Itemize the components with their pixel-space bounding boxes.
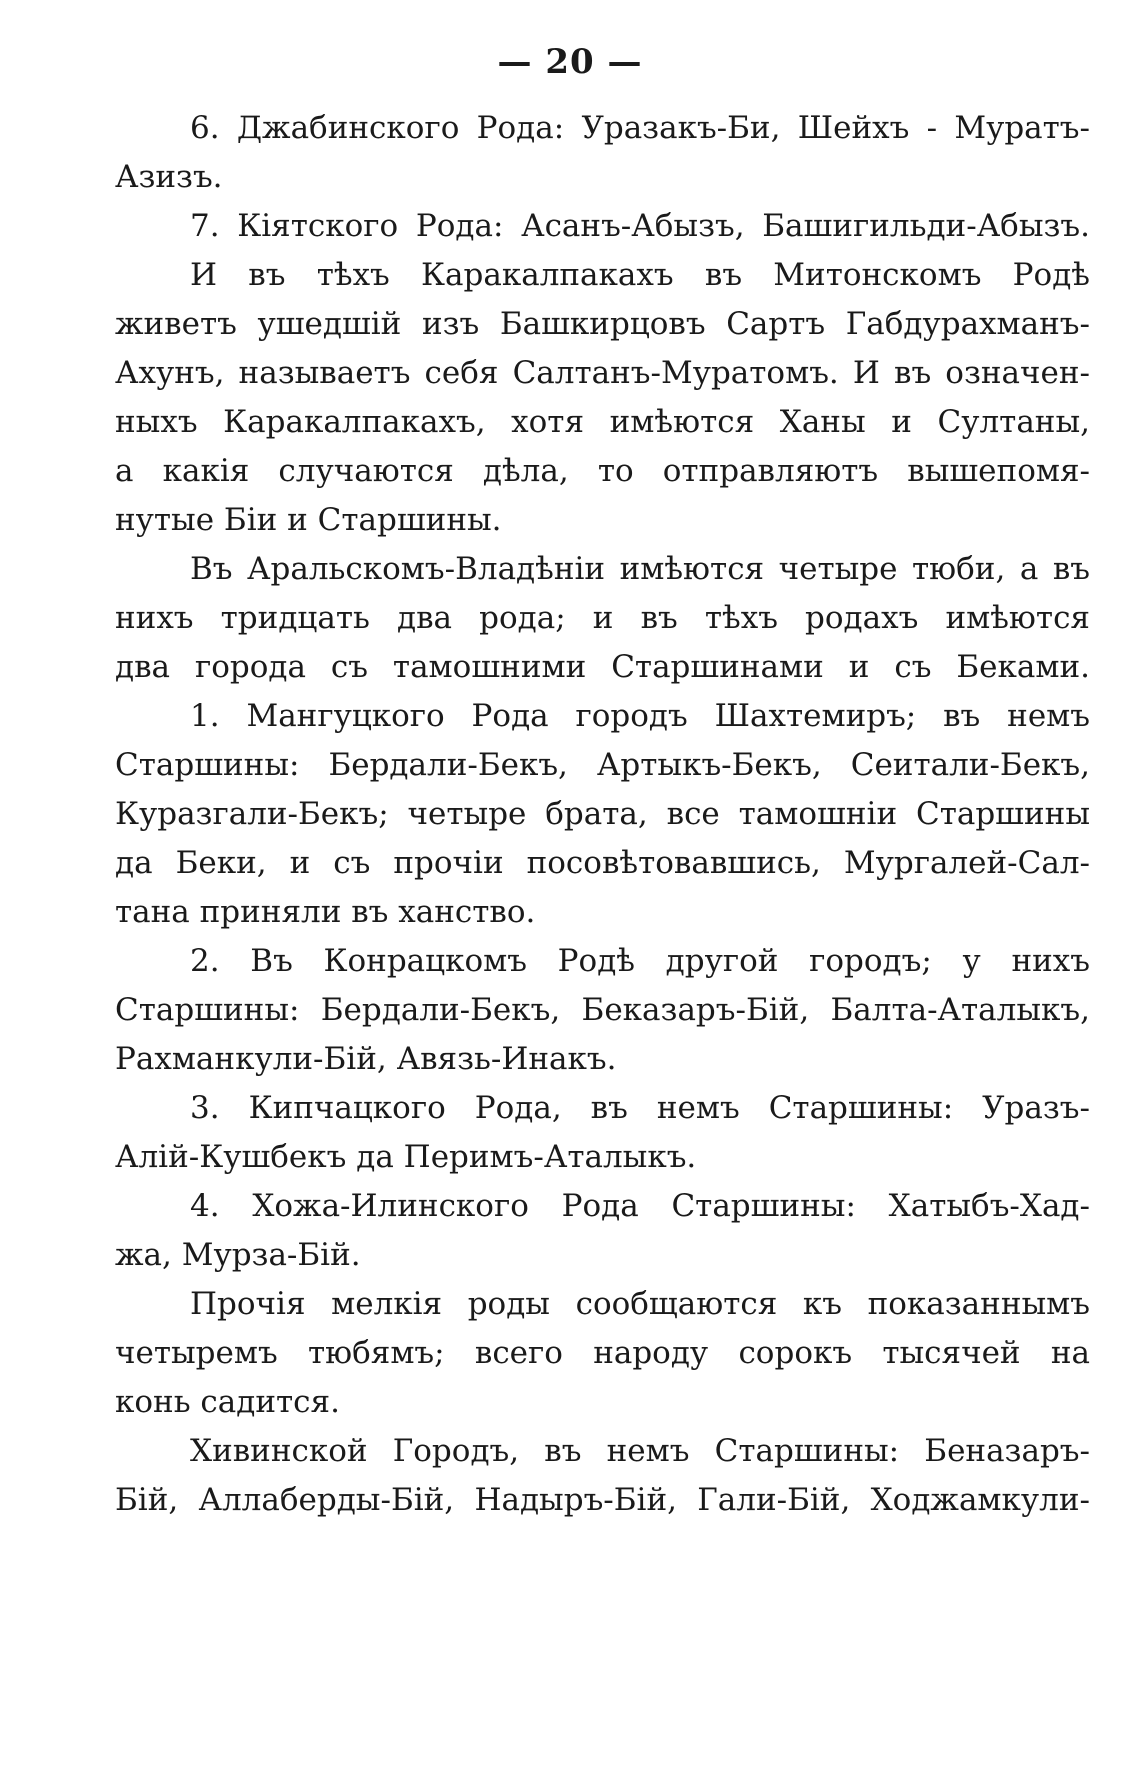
- text-line: Хивинской Городъ, въ немъ Старшины: Беназаръ-: [190, 1433, 1090, 1469]
- text-line: Въ Аральскомъ-Владѣніи имѣются четыре тюби, а въ: [190, 551, 1090, 587]
- text-line: 4. Хожа-Илинского Рода Старшины: Хатыбъ-Хад-: [190, 1188, 1090, 1224]
- text-line: Прочія мелкія роды сообщаются къ показаннымъ: [190, 1286, 1090, 1322]
- text-line: два города съ тамошними Старшинами и съ Беками.: [115, 649, 1090, 685]
- text-line: четыремъ тюбямъ; всего народу сорокъ тысячей на: [115, 1335, 1090, 1371]
- text-line: живетъ ушедшій изъ Башкирцовъ Сартъ Габдурахманъ-: [115, 306, 1090, 342]
- page-number: — 20 —: [497, 42, 643, 82]
- text-line: 2. Въ Конрацкомъ Родѣ другой городъ; у нихъ: [190, 943, 1090, 979]
- text-line: конь садится.: [115, 1384, 340, 1420]
- text-line: да Беки, и съ прочіи посовѣтовавшись, Мургалей-Сал-: [115, 845, 1090, 881]
- text-line: нутые Біи и Старшины.: [115, 502, 502, 538]
- text-line: тана приняли въ ханство.: [115, 894, 536, 930]
- text-line: Рахманкули-Бій, Авязь-Инакъ.: [115, 1041, 617, 1077]
- text-line: Алій-Кушбекъ да Перимъ-Аталыкъ.: [115, 1139, 697, 1175]
- text-line: ныхъ Каракалпакахъ, хотя имѣются Ханы и Султаны,: [115, 404, 1090, 440]
- text-line: 6. Джабинского Рода: Уразакъ-Би, Шейхъ - Муратъ-: [190, 110, 1090, 146]
- text-line: Ахунъ, называетъ себя Салтанъ-Муратомъ. И въ означен-: [115, 355, 1090, 391]
- text-line: 1. Мангуцкого Рода городъ Шахтемиръ; въ немъ: [190, 698, 1090, 734]
- text-line: 3. Кипчацкого Рода, въ немъ Старшины: Уразъ-: [190, 1090, 1090, 1126]
- text-line: 7. Кіятского Рода: Асанъ-Абызъ, Башигильди-Абызъ.: [190, 208, 1090, 244]
- text-line: Азизъ.: [115, 159, 223, 195]
- text-line: жа, Мурза-Бій.: [115, 1237, 361, 1273]
- text-line: Куразгали-Бекъ; четыре брата, все тамошніи Старшины: [115, 796, 1090, 832]
- text-line: И въ тѣхъ Каракалпакахъ въ Митонскомъ Родѣ: [190, 257, 1090, 293]
- text-line: а какія случаются дѣла, то отправляютъ вышепомя-: [115, 453, 1090, 489]
- text-line: Бій, Аллаберды-Бій, Надыръ-Бій, Гали-Бій, Ходжамкули-: [115, 1482, 1090, 1518]
- text-line: Старшины: Бердали-Бекъ, Беказаръ-Бій, Балта-Аталыкъ,: [115, 992, 1090, 1028]
- text-line: Старшины: Бердали-Бекъ, Артыкъ-Бекъ, Сеитали-Бекъ,: [115, 747, 1090, 783]
- text-line: нихъ тридцать два рода; и въ тѣхъ родахъ имѣются: [115, 600, 1090, 636]
